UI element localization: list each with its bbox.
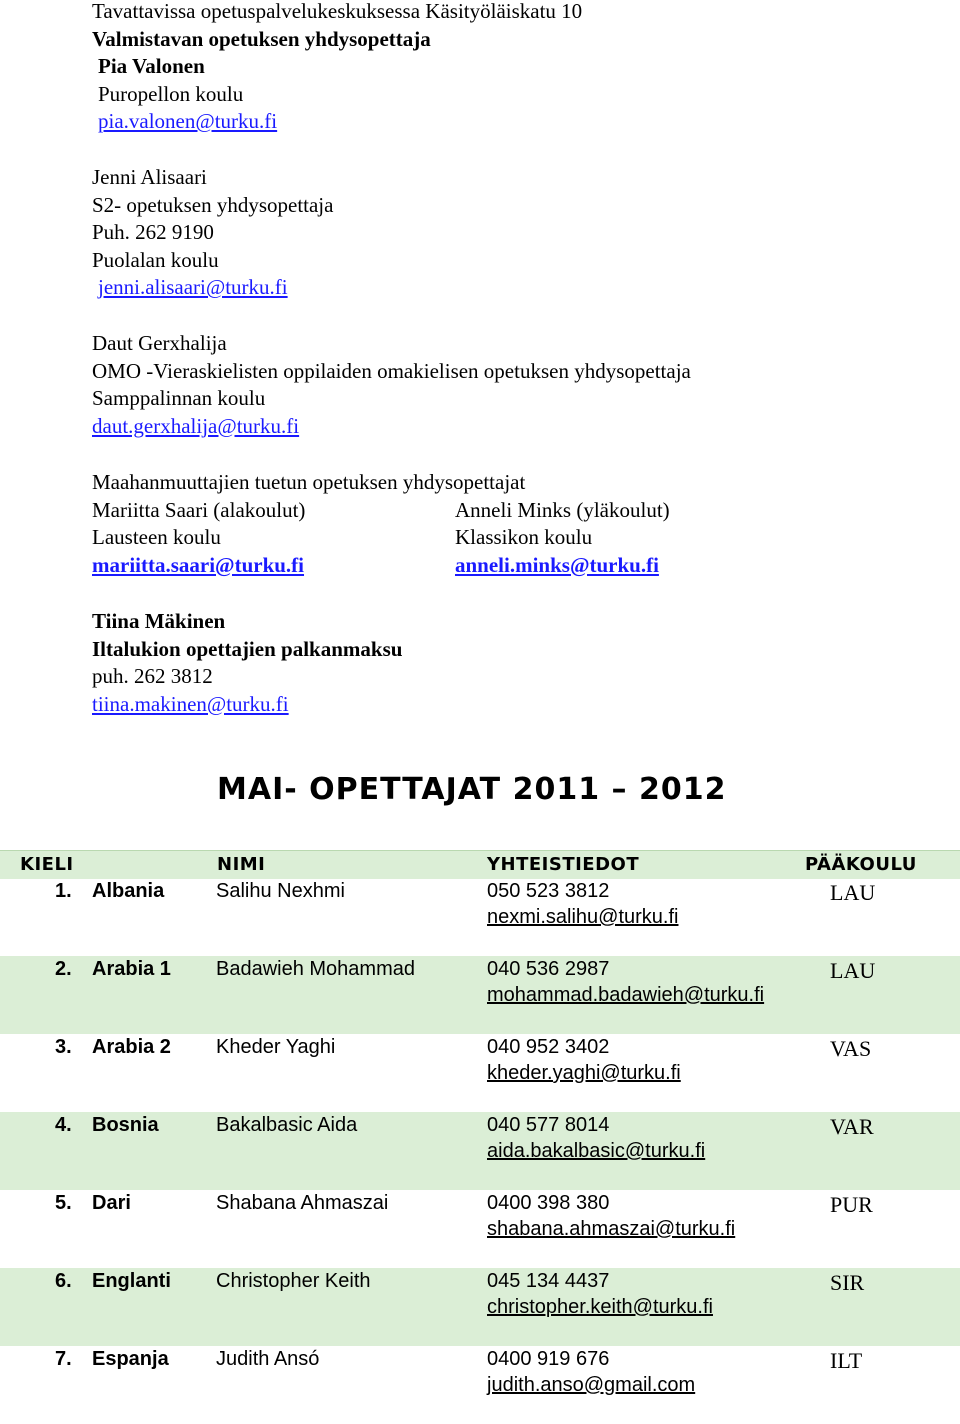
header-yhteystiedot: YHTEISTIEDOT <box>487 854 640 875</box>
contact-name: Tiina Mäkinen <box>92 609 226 633</box>
location-line: Tavattavissa opetuspalvelukeskuksessa Käsityöläiskatu 10 <box>92 0 583 23</box>
row-phone: 050 523 3812 <box>487 880 610 902</box>
row-phone: 040 577 8014 <box>487 1114 610 1136</box>
contact-school: Puropellon koulu <box>98 81 244 106</box>
table-row <box>0 1034 960 1112</box>
table-row <box>0 956 960 1034</box>
table-row <box>0 1112 960 1190</box>
row-school: VAR <box>830 1114 874 1139</box>
row-language: Espanja <box>92 1348 169 1370</box>
row-number: 4. <box>55 1114 72 1136</box>
header-paakoulu: PÄÄKOULU <box>805 854 917 875</box>
row-phone: 040 536 2987 <box>487 958 610 980</box>
row-phone: 040 952 3402 <box>487 1036 610 1058</box>
table-row <box>0 1268 960 1346</box>
row-teacher-name: Shabana Ahmaszai <box>216 1192 389 1214</box>
row-school: VAS <box>830 1036 872 1061</box>
contact-maahanmuuttajat <box>92 469 670 579</box>
row-email-link[interactable]: shabana.ahmaszai@turku.fi <box>487 1218 736 1240</box>
row-number: 1. <box>55 880 72 902</box>
row-teacher-name: Christopher Keith <box>216 1270 371 1292</box>
row-school: LAU <box>830 880 876 905</box>
row-teacher-name: Bakalbasic Aida <box>216 1114 358 1136</box>
row-teacher-name: Salihu Nexhmi <box>216 880 345 902</box>
contact-role: Iltalukion opettajien palkanmaksu <box>92 636 403 661</box>
contact-email-link-left[interactable]: mariitta.saari@turku.fi <box>92 552 305 577</box>
row-school: ILT <box>830 1348 863 1373</box>
row-email-link[interactable]: nexmi.salihu@turku.fi <box>487 906 679 928</box>
row-teacher-name: Badawieh Mohammad <box>216 958 415 980</box>
header-kieli: KIELI <box>20 854 74 875</box>
contact-role: S2- opetuksen yhdysopettaja <box>92 192 334 217</box>
row-language: Bosnia <box>92 1114 159 1136</box>
header-nimi: NIMI <box>217 854 266 875</box>
contact-email-link[interactable]: pia.valonen@turku.fi <box>98 109 278 133</box>
contact-name-right: Anneli Minks (yläkoulut) <box>455 497 670 522</box>
row-school: LAU <box>830 958 876 983</box>
contact-daut <box>92 330 691 440</box>
contact-name: Pia Valonen <box>98 54 205 78</box>
row-language: Albania <box>92 880 165 902</box>
table-row <box>0 1346 960 1424</box>
row-phone: 0400 398 380 <box>487 1192 610 1214</box>
row-email-link[interactable]: aida.bakalbasic@turku.fi <box>487 1140 706 1162</box>
row-number: 6. <box>55 1270 72 1292</box>
row-email-link[interactable]: christopher.keith@turku.fi <box>487 1296 713 1318</box>
row-email-link[interactable]: judith.anso@gmail.com <box>487 1374 696 1396</box>
contact-school-right: Klassikon koulu <box>455 525 593 549</box>
row-language: Arabia 1 <box>92 958 171 980</box>
contact-email-link[interactable]: daut.gerxhalija@turku.fi <box>92 413 300 438</box>
row-number: 2. <box>55 958 72 980</box>
contact-tiina <box>92 608 402 718</box>
contact-name: Jenni Alisaari <box>92 165 207 189</box>
row-language: Arabia 2 <box>92 1036 171 1058</box>
contact-jenni <box>92 164 333 302</box>
contact-pia <box>92 0 582 136</box>
row-phone: 0400 919 676 <box>487 1348 610 1370</box>
row-number: 5. <box>55 1192 72 1214</box>
contact-name-left: Mariitta Saari (alakoulut) <box>92 497 306 522</box>
table-row <box>0 878 960 956</box>
contact-phone: Puh. 262 9190 <box>92 220 214 244</box>
row-language: Englanti <box>92 1270 171 1292</box>
contact-school-left: Lausteen koulu <box>92 525 221 549</box>
mai-heading: MAI- OPETTAJAT 2011 – 2012 <box>217 772 727 807</box>
contact-email-link[interactable]: jenni.alisaari@turku.fi <box>98 275 288 299</box>
row-number: 7. <box>55 1348 72 1370</box>
contact-phone: puh. 262 3812 <box>92 664 213 688</box>
row-teacher-name: Kheder Yaghi <box>216 1036 336 1058</box>
contact-name: Daut Gerxhalija <box>92 331 227 355</box>
row-email-link[interactable]: mohammad.badawieh@turku.fi <box>487 984 765 1006</box>
row-language: Dari <box>92 1192 131 1214</box>
row-number: 3. <box>55 1036 72 1058</box>
contact-role: Valmistavan opetuksen yhdysopettaja <box>92 26 431 51</box>
contact-school: Puolalan koulu <box>92 247 219 272</box>
contact-email-link-right[interactable]: anneli.minks@turku.fi <box>455 552 659 577</box>
table-header <box>0 850 960 879</box>
row-school: PUR <box>830 1192 873 1217</box>
row-school: SIR <box>830 1270 865 1295</box>
row-email-link[interactable]: kheder.yaghi@turku.fi <box>487 1062 681 1084</box>
contact-school: Samppalinnan koulu <box>92 386 266 410</box>
section-title: Maahanmuuttajien tuetun opetuksen yhdysopettajat <box>92 470 526 494</box>
table-row <box>0 1190 960 1268</box>
contact-email-link[interactable]: tiina.makinen@turku.fi <box>92 691 289 716</box>
contact-role: OMO -Vieraskielisten oppilaiden omakielisen opetuksen yhdysopettaja <box>92 358 691 383</box>
row-phone: 045 134 4437 <box>487 1270 610 1292</box>
row-teacher-name: Judith Ansó <box>216 1348 320 1370</box>
